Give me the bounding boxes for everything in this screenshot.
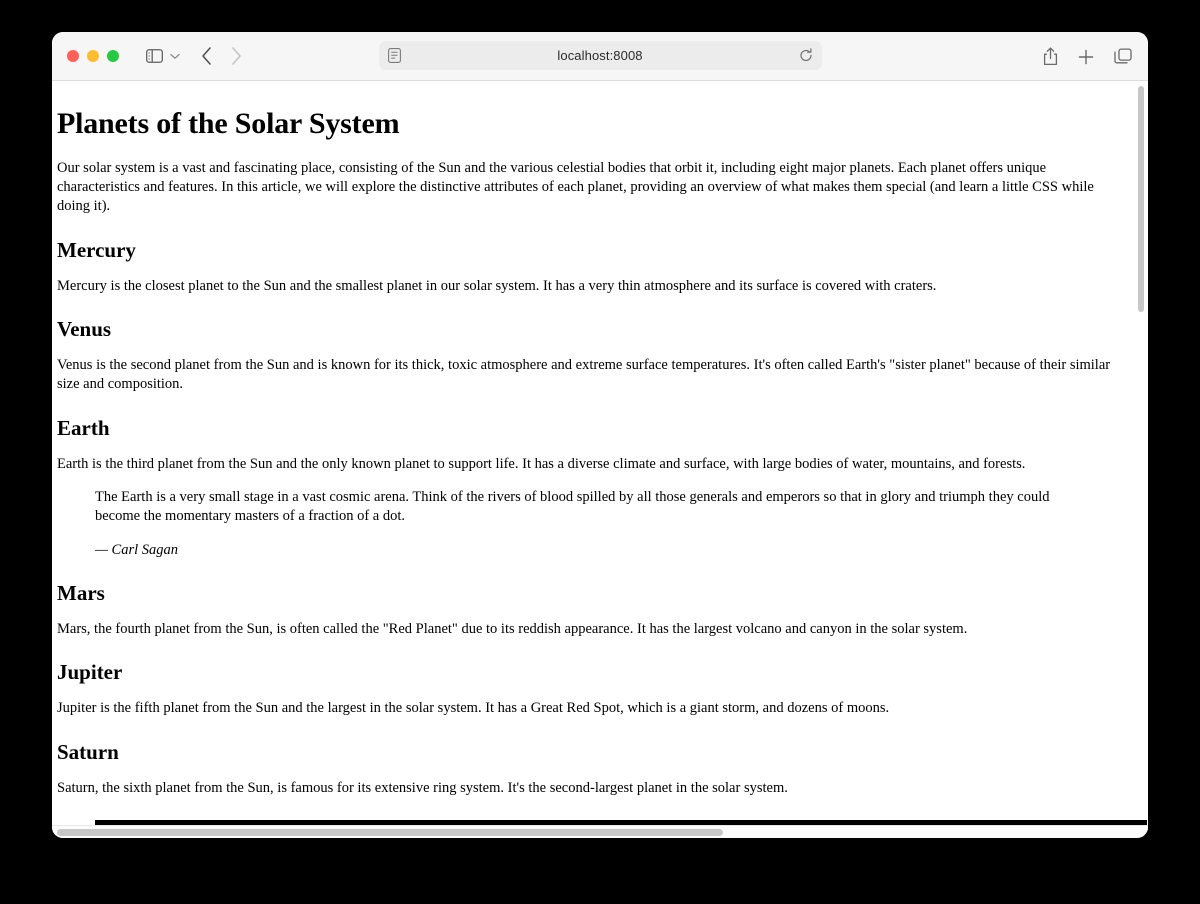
- section-heading-earth: Earth: [57, 416, 110, 441]
- reader-view-icon[interactable]: [388, 48, 401, 63]
- address-bar[interactable]: [379, 41, 822, 70]
- window-controls: [67, 50, 119, 62]
- blockquote-attribution: — Carl Sagan: [95, 541, 178, 558]
- toolbar-actions: [1043, 32, 1132, 81]
- section-heading-venus: Venus: [57, 317, 112, 342]
- plus-icon[interactable]: [1078, 49, 1094, 65]
- page-content: [52, 81, 1138, 838]
- sidebar-toggle-icon[interactable]: [146, 49, 163, 63]
- section-heading-saturn: Saturn: [57, 740, 119, 765]
- section-heading-jupiter: Jupiter: [57, 660, 123, 685]
- section-heading-mars: Mars: [57, 580, 105, 605]
- section-body-earth: Earth is the third planet from the Sun and the only known planet to support life. It has a diverse climate and surface, with large bodies of water, mountains, and forests.: [57, 456, 1026, 473]
- section-body-mercury: Mercury is the closest planet to the Sun and the smallest planet in our solar system. It has a very thin atmosphere and its surface is covered with craters.: [57, 277, 937, 294]
- section-body-venus: Venus is the second planet from the Sun and is known for its thick, toxic atmosphere and extreme surface temperatures. It's often called Earth's "sister planet" because of their similar size and composition.: [57, 357, 1111, 393]
- page-viewport: [52, 81, 1148, 838]
- section-body-saturn: Saturn, the sixth planet from the Sun, is famous for its extensive ring system. It's the second-largest planet in the solar system.: [57, 780, 788, 797]
- vertical-scrollbar-thumb[interactable]: [1138, 86, 1144, 312]
- section-body-mars: Mars, the fourth planet from the Sun, is often called the "Red Planet" due to its reddish appearance. It has the largest volcano and canyon in the solar system.: [57, 620, 968, 637]
- browser-toolbar: [52, 32, 1148, 81]
- chevron-down-icon[interactable]: [170, 53, 180, 60]
- url-text[interactable]: localhost:8008: [557, 48, 643, 63]
- close-window-button[interactable]: [67, 50, 79, 62]
- horizontal-scrollbar-thumb[interactable]: [57, 829, 723, 836]
- page-title: Planets of the Solar System: [57, 107, 400, 140]
- earth-blockquote: [95, 488, 1095, 559]
- section-heading-mercury: Mercury: [57, 237, 136, 262]
- share-icon[interactable]: [1043, 47, 1058, 66]
- intro-paragraph: Our solar system is a vast and fascinating place, consisting of the Sun and the various celestial bodies that orbit it, including eight major planets. Each planet offers unique characteristics and features. In this article, we will explore the distinctive attributes of each planet, providing an overview of what makes them special (and learn a little CSS while doing it).: [57, 160, 1094, 214]
- tab-overview-icon[interactable]: [1114, 48, 1132, 65]
- maximize-window-button[interactable]: [107, 50, 119, 62]
- nav-back-button[interactable]: [201, 47, 212, 65]
- reload-icon[interactable]: [799, 48, 813, 63]
- horizontal-scrollbar[interactable]: [52, 825, 1148, 838]
- section-body-jupiter: Jupiter is the fifth planet from the Sun and the largest in the solar system. It has a Great Red Spot, which is a giant storm, and dozens of moons.: [57, 700, 890, 717]
- minimize-window-button[interactable]: [87, 50, 99, 62]
- browser-window: [52, 32, 1148, 838]
- nav-forward-button[interactable]: [231, 47, 242, 65]
- blockquote-text: The Earth is a very small stage in a vast cosmic arena. Think of the rivers of blood spilled by all those generals and emperors so that in glory and triumph they could become the momentary masters of a fraction of a dot.: [95, 488, 1050, 524]
